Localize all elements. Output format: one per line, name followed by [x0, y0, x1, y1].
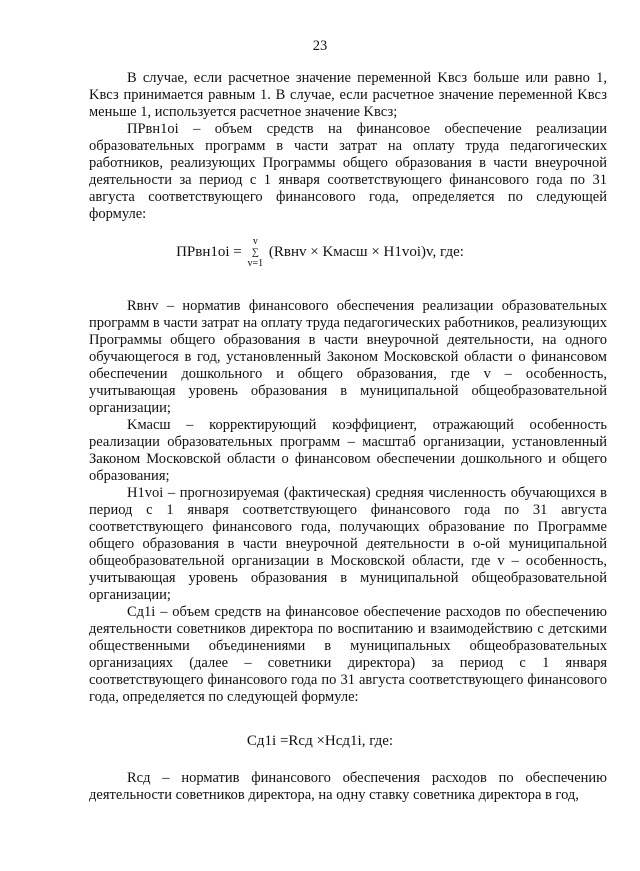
paragraph-block-1 [89, 70, 607, 223]
paragraph-block-2 [89, 298, 607, 706]
paragraph-kvsz-condition: В случае, если расчетное значение переменной Kвсз больше или равно 1, Kвсз принимается равным 1. В случае, если расчетное значение переменной Kвсз меньше 1, используется расчетное значение Kвсз; [89, 70, 607, 120]
sum-upper-limit: v [252, 236, 258, 247]
sigma-icon: ∑ [251, 247, 259, 258]
paragraph-n1-definition: Н1voi – прогнозируемая (фактическая) средняя численность обучающихся в период с 1 января соответствующего финансового года по 31 августа соответствующего финансового года, получающих образование по Программе общего образования в части внеурочной деятельности в о-ой муниципальной общеобразовательной организации в Московской области, где v – особенность, учитывающая уровень образования в муниципальной общеобразовательной организации; [89, 485, 607, 603]
formula-prvn-body: (Rвнv × Kмасш × Н1voi)v, где: [268, 243, 464, 260]
paragraph-block-3 [89, 770, 607, 804]
sum-symbol [248, 236, 264, 269]
sum-lower-limit: v=1 [247, 258, 264, 269]
paragraph-rvn-definition: Rвнv – норматив финансового обеспечения реализации образовательных программ в части затрат на оплату труда педагогических работников, реализующих Программы общего образования в части внеурочной деятельности, на одного обучающегося в год, установленный Законом Московской области о финансовом обеспечении дошкольного и общего образования, где v – особенность, учитывающая уровень образования в муниципальной общеобразовательной организации; [89, 298, 607, 416]
paragraph-sd1-definition: Сд1i – объем средств на финансовое обеспечение расходов по обеспечению деятельности советников директора по воспитанию и взаимодействию с детскими общественными объединениями в муниципальных общеобразовательных организациях (далее – советники директора) за период с 1 января соответствующего финансового года по 31 августа соответствующего финансового года, определяется по следующей формуле: [89, 604, 607, 705]
formula-sd1: Сд1i =Rсд ×Нсд1i, где: [246, 733, 394, 749]
paragraph-rsd-definition: Rсд – норматив финансового обеспечения расходов по обеспечению деятельности советников директора, на одну ставку советника директора в год, [89, 770, 607, 803]
paragraph-kmassh-definition: Kмасш – корректирующий коэффициент, отражающий особенность реализации образовательных программ – масштаб организации, установленный Законом Московской области о финансовом обеспечении дошкольного и общего образования; [89, 417, 607, 484]
page-number: 23 [312, 38, 328, 54]
paragraph-prvn-definition: ПРвн1oi – объем средств на финансовое обеспечение реализации образовательных программ в части затрат на оплату труда педагогических работников, реализующих Программы общего образования в части внеурочной деятельности за период с 1 января соответствующего финансового года по 31 августа соответствующего финансового года, определяется по следующей формуле: [89, 121, 607, 222]
formula-prvn-lhs: ПРвн1oi = [176, 243, 242, 260]
formula-prvn [0, 236, 640, 269]
